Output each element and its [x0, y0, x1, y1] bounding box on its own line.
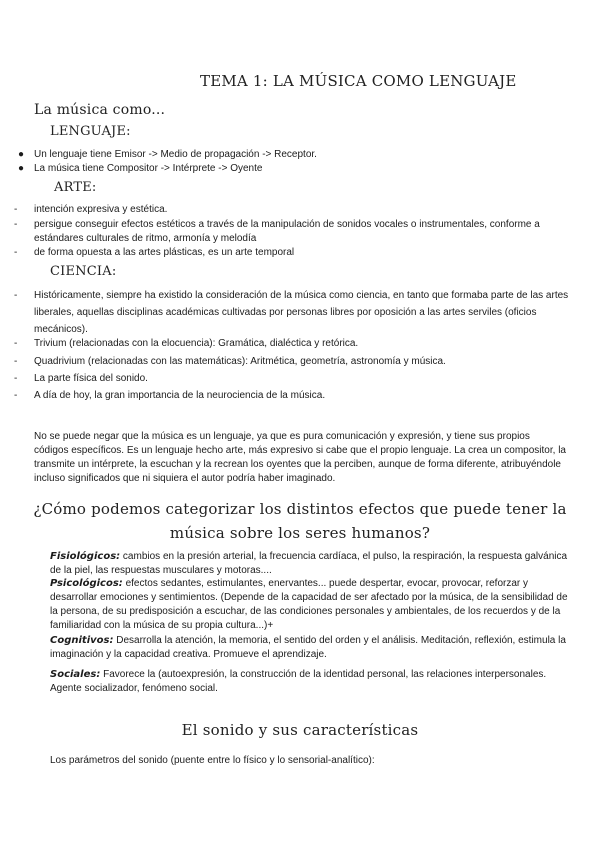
list-item [0, 372, 600, 386]
dash-marker: - [14, 247, 18, 258]
page-subtitle: La música como... [34, 102, 166, 118]
list-item [0, 218, 600, 246]
effect-text: Favorece la (autoexpresión, la construcción de la identidad personal, las relaciones interpersonales. Agente socializador, fenómeno social. [50, 669, 547, 694]
list-item [0, 162, 600, 176]
dash-marker: - [14, 373, 18, 384]
dash-marker: - [14, 290, 18, 301]
list-item-text: de forma opuesta a las artes plásticas, es un arte temporal [34, 247, 295, 258]
list-item [0, 287, 600, 335]
effect-social [50, 668, 572, 696]
list-item-text: Históricamente, siempre ha existido la consideración de la música como ciencia, en tanto que formaba parte de las artes liberales, aquellas disciplinas académicas cultivadas por personas libres por oposición a las artes serviles (oficios mecánicos). [34, 290, 569, 335]
list-item [0, 148, 600, 162]
section-heading-lenguaje: LENGUAJE: [50, 124, 131, 139]
dash-marker: - [14, 356, 18, 367]
dash-marker: - [14, 390, 18, 401]
dash-marker: - [14, 219, 18, 230]
effect-text: efectos sedantes, estimulantes, enervantes... puede despertar, evocar, provocar, reforzar y desarrollar emociones y sentimientos. (Depende de la capacidad de ser afectado por la música, de la sensibilidad de la persona, de su predisposición a escuchar, de las condiciones personales y ambientales, de los recuerdos y de la familiaridad con la música de su propia cultura...)+ [50, 578, 568, 631]
page-title: TEMA 1: LA MÚSICA COMO LENGUAJE [200, 72, 517, 90]
dash-marker: - [14, 204, 18, 215]
list-item-text: A día de hoy, la gran importancia de la neurociencia de la música. [34, 390, 326, 401]
bullet-icon: ● [18, 163, 25, 174]
sound-intro-text: Los parámetros del sonido (puente entre lo físico y lo sensorial-analítico): [50, 755, 375, 766]
effect-cognitive [50, 634, 572, 662]
list-item [0, 246, 600, 260]
section-heading-effects: ¿Cómo podemos categorizar los distintos efectos que puede tener la música sobre los seres humanos? [33, 500, 567, 542]
list-item-text: intención expresiva y estética. [34, 204, 168, 215]
dash-marker: - [14, 338, 18, 349]
section-heading-ciencia: CIENCIA: [50, 264, 117, 279]
body-paragraph: No se puede negar que la música es un lenguaje, ya que es pura comunicación y expresión, y tiene sus propios códigos específicos. Es un lenguaje hecho arte, más expresivo si cabe que el propio lenguaje. La crea un compositor, la transmite un intérprete, la escuchan y la recrean los oyentes que la perciben, aunque de forma diferente, atribuyéndole incluso significados que ni siquiera el autor podría haber imaginado. [34, 431, 566, 484]
effect-psychological [50, 577, 572, 633]
effect-keyword: Psicológicos: [50, 578, 123, 589]
section-heading-arte: ARTE: [54, 180, 97, 195]
list-item [0, 389, 600, 403]
effect-text: Desarrolla la atención, la memoria, el sentido del orden y el análisis. Meditación, reflexión, estimula la imaginación y la capacidad creativa. Promueve el aprendizaje. [50, 635, 566, 660]
list-item [0, 203, 600, 217]
effect-keyword: Fisiológicos: [50, 551, 121, 562]
section-heading-sound: El sonido y sus características [181, 721, 419, 739]
list-item [0, 355, 600, 369]
effect-physiological [50, 550, 572, 578]
list-item-text: La parte física del sonido. [34, 373, 148, 384]
bullet-icon: ● [18, 149, 25, 160]
list-item-text: persigue conseguir efectos estéticos a través de la manipulación de sonidos vocales o instrumentales, conforme a estándares culturales de ritmo, armonía y melodía [34, 219, 540, 244]
list-item-text: Trivium (relacionadas con la elocuencia): Gramática, dialéctica y retórica. [34, 338, 359, 349]
list-item-text: Un lenguaje tiene Emisor -> Medio de propagación -> Receptor. [34, 149, 317, 160]
list-item-text: Quadrivium (relacionadas con las matemáticas): Aritmética, geometría, astronomía y música. [34, 356, 446, 367]
effect-keyword: Sociales: [50, 669, 101, 680]
effect-text: cambios en la presión arterial, la frecuencia cardíaca, el pulso, la respiración, la respuesta galvánica de la piel, las respuestas musculares y motoras.... [50, 551, 568, 576]
effect-keyword: Cognitivos: [50, 635, 114, 646]
list-item-text: La música tiene Compositor -> Intérprete -> Oyente [34, 163, 263, 174]
list-item [0, 337, 600, 351]
